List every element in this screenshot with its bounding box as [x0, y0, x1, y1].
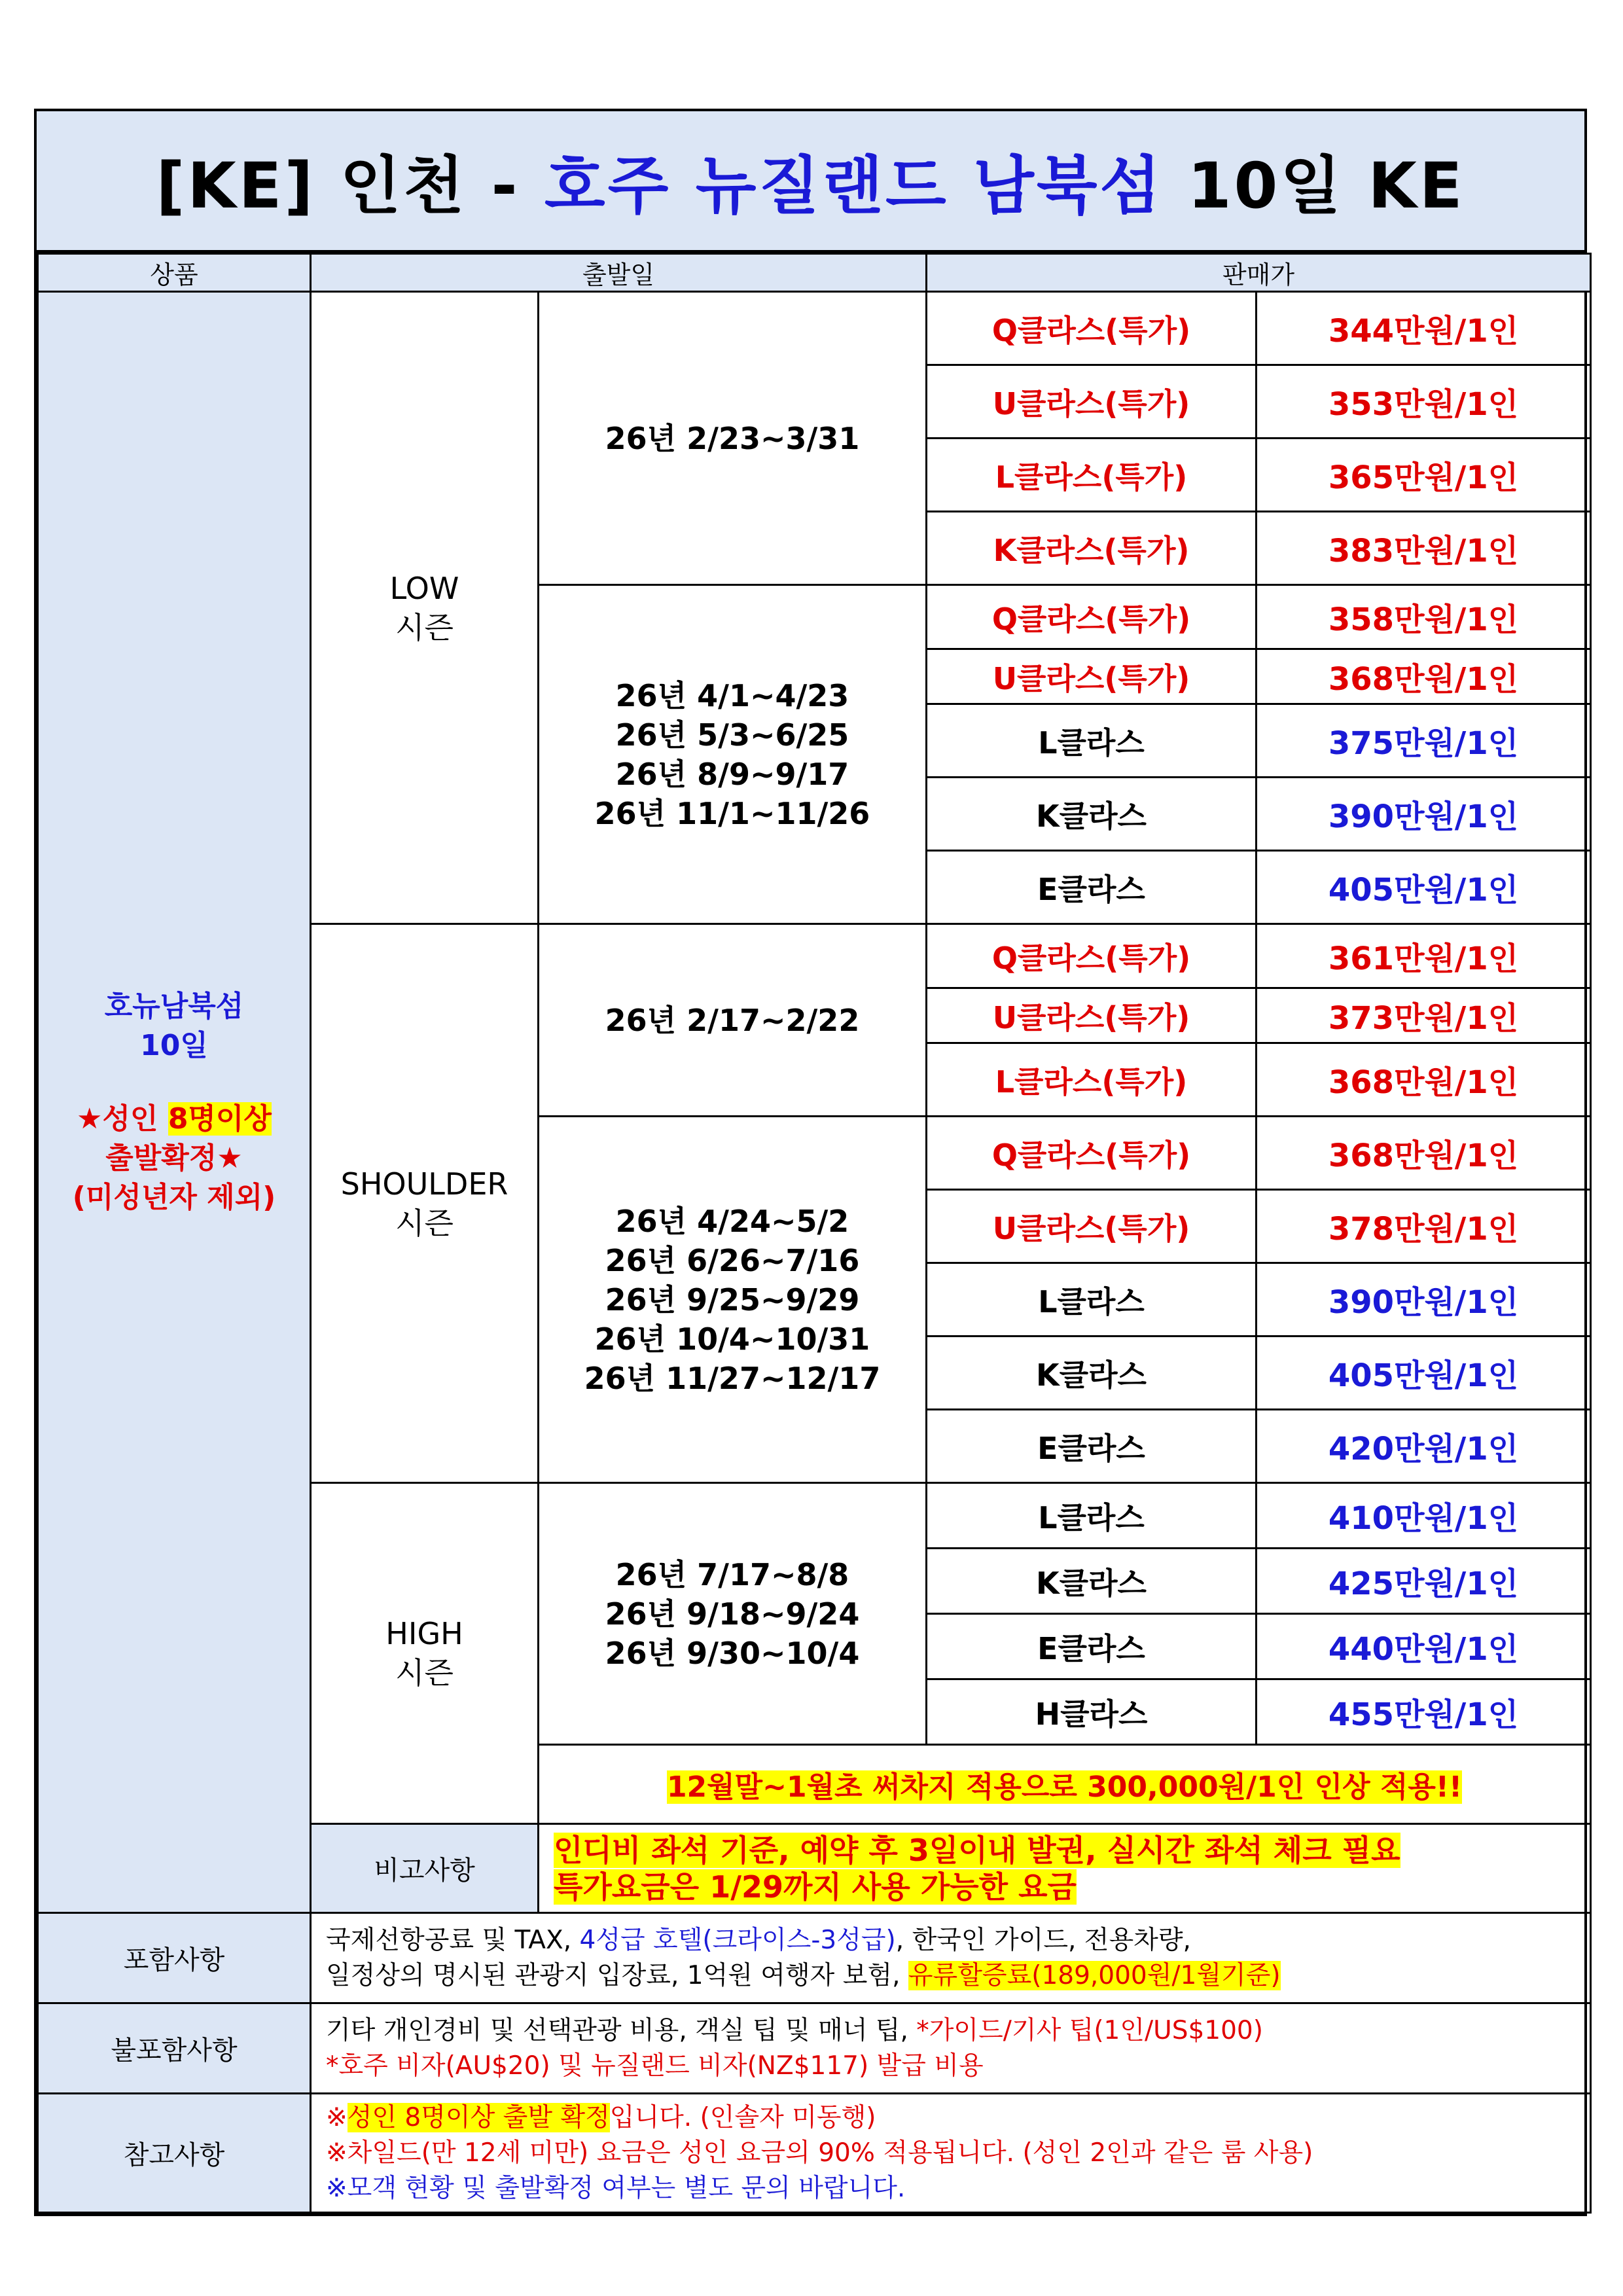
fare-price: 405만원/1인	[1257, 1336, 1591, 1410]
fare-price: 358만원/1인	[1257, 585, 1591, 649]
note-body-remarks	[539, 1824, 1591, 1913]
season-label: LOW	[389, 570, 459, 606]
date-range: 26년 2/23~3/31	[605, 420, 860, 456]
included-l2a: 일정상의 명시된 관광지 입장료, 1억원 여행자 보험,	[326, 1960, 908, 1990]
title-highlight: 호주 뉴질랜드 남북섬	[544, 149, 1164, 223]
season-suffix: 시즌	[395, 609, 454, 645]
date-range: 26년 9/18~9/24	[605, 1596, 860, 1632]
fare-price: 420만원/1인	[1257, 1410, 1591, 1483]
departure-dates	[539, 1483, 927, 1745]
season-high	[311, 1483, 539, 1824]
fare-class: U클라스(특가)	[927, 365, 1257, 439]
header-departure: 출발일	[311, 254, 927, 292]
fare-price: 383만원/1인	[1257, 512, 1591, 585]
product-cell	[38, 292, 311, 1913]
fare-class: E클라스	[927, 851, 1257, 924]
season-label: SHOULDER	[340, 1166, 508, 1202]
fare-class: L클라스	[927, 1263, 1257, 1336]
note-label-included: 포함사항	[38, 1913, 311, 2003]
note-label-reference: 참고사항	[38, 2094, 311, 2213]
title-suffix: 10일 KE	[1163, 149, 1465, 223]
note-row-included	[38, 1913, 1591, 2003]
price-sheet	[34, 109, 1587, 2216]
fare-class: U클라스(특가)	[927, 649, 1257, 704]
product-name: 호뉴남북섬	[104, 990, 244, 1023]
date-range: 26년 8/9~9/17	[615, 756, 849, 792]
departure-dates	[539, 585, 927, 924]
reference-inquiry: ※모객 현황 및 출발확정 여부는 별도 문의 바랍니다.	[326, 2173, 906, 2203]
included-hotel: 4성급 호텔(크라이스-3성급)	[579, 1925, 896, 1955]
departure-dates	[539, 292, 927, 585]
reference-l1c: 입니다. (인솔자 미동행)	[609, 2102, 876, 2132]
date-range: 26년 11/1~11/26	[594, 795, 870, 831]
product-confirm	[39, 1100, 310, 1139]
fare-price: 361만원/1인	[1257, 924, 1591, 988]
fare-price: 378만원/1인	[1257, 1190, 1591, 1263]
fare-price: 390만원/1인	[1257, 1263, 1591, 1336]
date-range: 26년 7/17~8/8	[615, 1556, 849, 1592]
note-body-included	[311, 1913, 1591, 2003]
fare-price: 390만원/1인	[1257, 778, 1591, 851]
table-row	[38, 292, 1591, 365]
fare-price: 455만원/1인	[1257, 1679, 1591, 1745]
date-range: 26년 6/26~7/16	[605, 1242, 860, 1278]
reference-confirm: 성인 8명이상 출발 확정	[347, 2102, 610, 2132]
excluded-visa: *호주 비자(AU$20) 및 뉴질랜드 비자(NZ$117) 발급 비용	[326, 2051, 984, 2081]
fare-class: E클라스	[927, 1410, 1257, 1483]
fare-class: E클라스	[927, 1614, 1257, 1679]
fare-price: 368만원/1인	[1257, 1117, 1591, 1190]
fare-price: 344만원/1인	[1257, 292, 1591, 365]
fare-class: K클라스(특가)	[927, 512, 1257, 585]
season-low	[311, 292, 539, 924]
product-days: 10일	[140, 1029, 208, 1062]
season-suffix: 시즌	[395, 1205, 454, 1241]
confirm-prefix: ★성인	[77, 1102, 168, 1136]
fare-price: 353만원/1인	[1257, 365, 1591, 439]
note-row-excluded	[38, 2003, 1591, 2094]
fare-price: 368만원/1인	[1257, 1043, 1591, 1117]
fare-price: 410만원/1인	[1257, 1483, 1591, 1549]
fare-class: Q클라스(특가)	[927, 1117, 1257, 1190]
fare-class: U클라스(특가)	[927, 988, 1257, 1043]
fare-price: 368만원/1인	[1257, 649, 1591, 704]
note-label-remarks: 비고사항	[311, 1824, 539, 1913]
date-range: 26년 4/24~5/2	[615, 1203, 849, 1239]
reference-child: ※차일드(만 12세 미만) 요금은 성인 요금의 90% 적용됩니다. (성인 2인과 같은 룸 사용)	[326, 2138, 1313, 2168]
fare-class: Q클라스(특가)	[927, 585, 1257, 649]
header-price: 판매가	[927, 254, 1591, 292]
title-prefix: [KE] 인천 -	[156, 149, 544, 223]
included-fuel: 유류할증료(189,000원/1월기준)	[908, 1960, 1281, 1990]
season-label: HIGH	[385, 1616, 463, 1651]
fare-class: K클라스	[927, 1549, 1257, 1614]
note-body-reference	[311, 2094, 1591, 2213]
season-suffix: 시즌	[395, 1655, 454, 1691]
fare-class: K클라스	[927, 1336, 1257, 1410]
date-range: 26년 11/27~12/17	[584, 1360, 881, 1396]
included-l1a: 국제선항공료 및 TAX,	[326, 1925, 580, 1955]
fare-price: 405만원/1인	[1257, 851, 1591, 924]
remarks-line1: 인디비 좌석 기준, 예약 후 3일이내 발권, 실시간 좌석 체크 필요	[554, 1832, 1400, 1868]
fare-price: 425만원/1인	[1257, 1549, 1591, 1614]
date-range: 26년 9/30~10/4	[605, 1635, 860, 1671]
price-table	[37, 253, 1592, 2214]
date-range: 26년 5/3~6/25	[615, 717, 849, 753]
surcharge-notice	[539, 1745, 1591, 1824]
date-range: 26년 4/1~4/23	[615, 677, 849, 713]
reference-mark: ※	[326, 2102, 348, 2132]
page-title	[37, 111, 1584, 253]
date-range: 26년 10/4~10/31	[594, 1321, 870, 1357]
fare-class: L클라스	[927, 704, 1257, 778]
fare-class: L클라스(특가)	[927, 439, 1257, 512]
fare-class: Q클라스(특가)	[927, 292, 1257, 365]
season-shoulder	[311, 924, 539, 1483]
fare-class: K클라스	[927, 778, 1257, 851]
fare-class: H클라스	[927, 1679, 1257, 1745]
note-body-excluded	[311, 2003, 1591, 2094]
date-range: 26년 2/17~2/22	[605, 1002, 860, 1038]
excluded-tip: *가이드/기사 팁(1인/US$100)	[916, 2015, 1263, 2045]
fare-price: 365만원/1인	[1257, 439, 1591, 512]
fare-price: 375만원/1인	[1257, 704, 1591, 778]
date-range: 26년 9/25~9/29	[605, 1282, 860, 1318]
fare-class: L클라스(특가)	[927, 1043, 1257, 1117]
fare-class: Q클라스(특가)	[927, 924, 1257, 988]
departure-dates	[539, 924, 927, 1117]
note-label-excluded: 불포함사항	[38, 2003, 311, 2094]
fare-price: 440만원/1인	[1257, 1614, 1591, 1679]
confirm-count: 8명이상	[168, 1102, 272, 1136]
product-exclusion: (미성년자 제외)	[72, 1181, 276, 1214]
fare-class: L클라스	[927, 1483, 1257, 1549]
note-row-reference	[38, 2094, 1591, 2213]
excluded-l1a: 기타 개인경비 및 선택관광 비용, 객실 팁 및 매너 팁,	[326, 2015, 917, 2045]
surcharge-text: 12월말~1월초 써차지 적용으로 300,000원/1인 인상 적용!!	[666, 1770, 1463, 1804]
included-l1c: , 한국인 가이드, 전용차량,	[895, 1925, 1191, 1955]
table-header-row	[38, 254, 1591, 292]
fare-price: 373만원/1인	[1257, 988, 1591, 1043]
confirm-suffix: 출발확정★	[105, 1141, 243, 1175]
fare-class: U클라스(특가)	[927, 1190, 1257, 1263]
header-product: 상품	[38, 254, 311, 292]
remarks-line2: 특가요금은 1/29까지 사용 가능한 요금	[554, 1869, 1077, 1905]
departure-dates	[539, 1117, 927, 1483]
